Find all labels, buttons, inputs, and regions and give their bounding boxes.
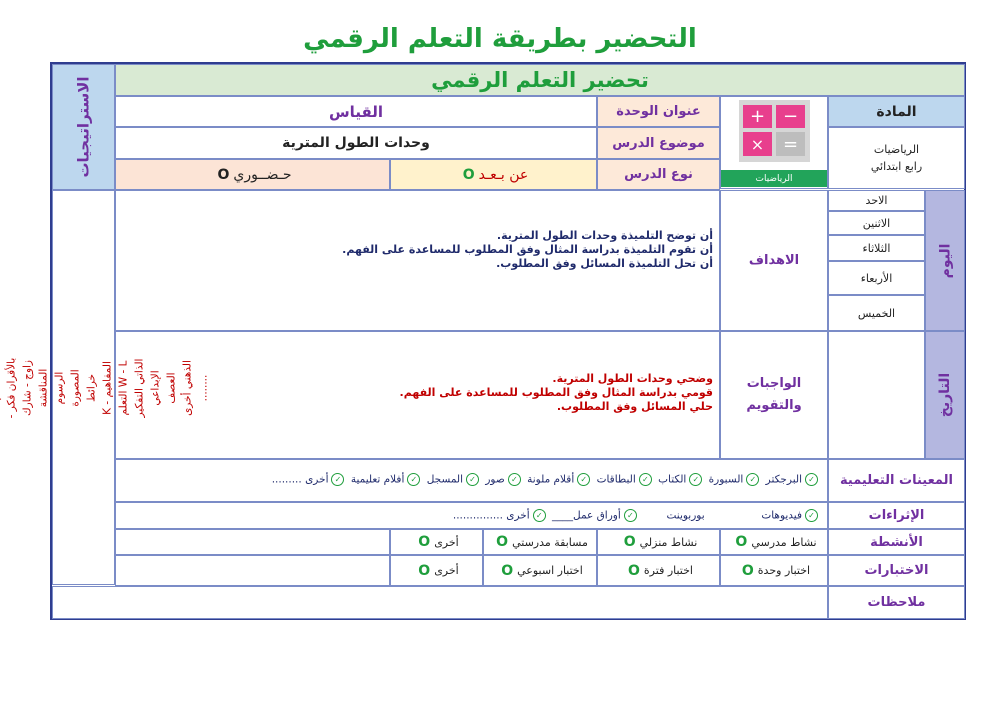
check-icon[interactable]: ✓ <box>533 509 546 522</box>
option-circle[interactable]: O <box>628 562 640 579</box>
remote-option-circle[interactable]: O <box>462 166 475 183</box>
lesson-topic-label: موضوع الدرس <box>597 127 720 159</box>
tests-empty <box>115 555 390 586</box>
day-wednesday[interactable]: الأربعاء <box>828 261 925 295</box>
subject-icon-caption: الرياضيات <box>721 170 827 187</box>
aid-board[interactable]: السبورة <box>708 473 744 486</box>
strategies-label: الاستراتيجيات <box>74 76 93 178</box>
date-header <box>925 331 965 459</box>
activity-home[interactable] <box>597 529 720 555</box>
test-term[interactable] <box>597 555 720 586</box>
day-thursday[interactable]: الخميس <box>828 295 925 331</box>
lesson-type-inperson[interactable] <box>115 159 390 190</box>
calculator-icon: + − × = <box>739 100 810 162</box>
homework-label-line1: الواجبات <box>746 376 802 391</box>
check-icon[interactable]: ✓ <box>407 473 420 486</box>
option-circle[interactable]: O <box>418 534 431 550</box>
activity-other[interactable] <box>390 529 483 555</box>
notes-field[interactable] <box>52 586 828 619</box>
homework-label-line2: والتقويم <box>746 398 802 413</box>
objectives-cell <box>115 190 720 331</box>
activity-competition[interactable] <box>483 529 597 555</box>
option-circle[interactable]: O <box>741 562 754 579</box>
lesson-topic-value: وحدات الطول المترية <box>115 127 597 159</box>
test-weekly-label: اختبار اسبوعي <box>517 564 583 577</box>
lesson-type-label: نوع الدرس <box>597 159 720 190</box>
remote-label: عن بـعـد <box>478 166 529 183</box>
homework-1: وضحي وحدات الطول المترية. <box>552 372 713 385</box>
option-circle[interactable]: O <box>735 534 748 550</box>
notes-label: ملاحظات <box>828 586 965 619</box>
test-unit[interactable] <box>720 555 828 586</box>
day-label: اليوم <box>937 243 953 278</box>
tests-label: الاختبارات <box>828 555 965 586</box>
activity-other-label: أخرى <box>434 535 459 549</box>
objective-2: أن تقوم التلميذة بدراسة المثال وفق المطلوب للمساعدة على الفهم. <box>342 243 713 256</box>
activity-home-label: نشاط منزلي <box>639 535 698 549</box>
activity-school-label: نشاط مدرسي <box>751 535 817 549</box>
date-label: التاريخ <box>937 372 953 418</box>
day-sunday[interactable]: الاحد <box>828 190 925 211</box>
check-icon[interactable]: ✓ <box>805 509 818 522</box>
aid-cards[interactable]: البطاقات <box>596 473 636 486</box>
enrichment-cell <box>115 502 828 529</box>
test-weekly[interactable] <box>483 555 597 586</box>
date-value-cell <box>828 331 925 459</box>
activity-school[interactable] <box>720 529 828 555</box>
enrichment-worksheets[interactable]: أوراق عمل____ <box>552 509 621 522</box>
homework-3: حلي المسائل وفق المطلوب. <box>556 400 713 413</box>
teaching-aids-cell <box>115 459 828 502</box>
test-unit-label: اختبار وحدة <box>757 564 811 577</box>
test-term-label: اختبار فترة <box>643 564 693 577</box>
strategies-header <box>52 64 115 190</box>
banner: تحضير التعلم الرقمي <box>115 64 965 96</box>
day-tuesday[interactable]: الثلاثاء <box>828 235 925 261</box>
activities-empty <box>115 529 390 555</box>
homework-2: قومي بدراسة المثال وفق المطلوب للمساعدة على الفهم. <box>399 386 713 399</box>
check-icon[interactable]: ✓ <box>624 509 637 522</box>
objective-3: أن تحل التلميذة المسائل وفق المطلوب. <box>496 257 713 270</box>
option-circle[interactable]: O <box>501 562 514 579</box>
unit-value: القياس <box>115 96 597 127</box>
subject-name: الرياضيات <box>873 143 920 156</box>
aid-other[interactable]: أخرى ......... <box>271 473 329 486</box>
day-monday[interactable]: الاثنين <box>828 211 925 235</box>
grade-level: رابع ابتدائي <box>870 160 923 173</box>
activities-label: الأنشطة <box>828 529 965 555</box>
check-icon[interactable]: ✓ <box>331 473 344 486</box>
enrichment-label: الإثراءات <box>828 502 965 529</box>
homework-cell <box>115 331 720 459</box>
test-other[interactable] <box>390 555 483 586</box>
lesson-type-remote[interactable] <box>390 159 597 190</box>
objective-1: أن توضح التلميذة وحدات الطول المترية. <box>496 229 713 242</box>
subject-value <box>828 127 965 189</box>
inperson-label: حـضــوري <box>233 166 292 183</box>
strategies-list-cell <box>5 190 210 585</box>
aid-colored-pens[interactable]: أقلام ملونة <box>527 473 575 486</box>
aid-pictures[interactable]: صور <box>485 473 505 486</box>
aid-projector[interactable]: البرجكتر <box>765 473 802 486</box>
inperson-option-circle[interactable]: O <box>217 166 230 183</box>
enrichment-powerpoint[interactable]: بوربوينت <box>666 509 705 522</box>
aid-recorder[interactable]: المسجل <box>426 473 464 486</box>
teaching-aids-label: المعينات التعليمية <box>828 459 965 502</box>
subject-icon-cell <box>720 96 828 189</box>
test-other-label: أخرى <box>434 564 459 577</box>
enrichment-videos[interactable]: فيديوهات <box>761 509 802 522</box>
activity-competition-label: مسابقة مدرستي <box>512 535 588 549</box>
option-circle[interactable]: O <box>496 534 509 550</box>
check-icon[interactable]: ✓ <box>639 473 652 486</box>
enrichment-other[interactable]: أخرى ............... <box>452 509 530 522</box>
check-icon[interactable]: ✓ <box>689 473 702 486</box>
check-icon[interactable]: ✓ <box>577 473 590 486</box>
check-icon[interactable]: ✓ <box>805 473 818 486</box>
objectives-label: الاهداف <box>720 190 828 331</box>
unit-label: عنوان الوحدة <box>597 96 720 127</box>
option-circle[interactable]: O <box>418 562 431 579</box>
option-circle[interactable]: O <box>623 534 636 550</box>
day-header <box>925 190 965 331</box>
page-title: التحضير بطريقة التعلم الرقمي <box>303 24 697 54</box>
homework-label <box>720 331 828 459</box>
strategies-list: بالأقران فكر - زاوج - شارك المناقشة الرسوم المصورة خرائط المفاهيم K - W - L التعلم الذاتي التفكير الإبداعي العصف الذهني أخرى ........ <box>5 357 210 418</box>
check-icon[interactable]: ✓ <box>508 473 521 486</box>
check-icon[interactable]: ✓ <box>466 473 479 486</box>
aid-films[interactable]: أفلام تعليمية <box>350 473 405 486</box>
subject-label: المادة <box>828 96 965 127</box>
aid-book[interactable]: الكتاب <box>658 473 687 486</box>
check-icon[interactable]: ✓ <box>746 473 759 486</box>
